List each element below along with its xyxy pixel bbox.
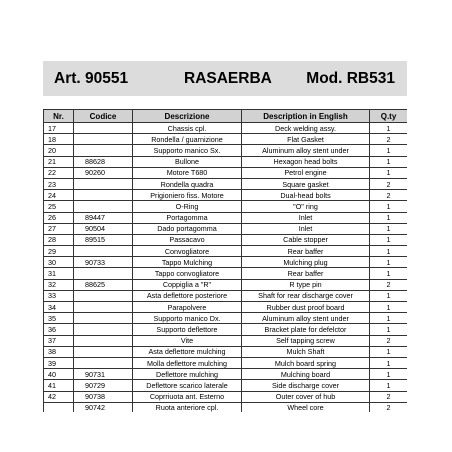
part-quantity: 1 [370, 257, 408, 268]
part-description: Deflettore mulching [133, 369, 242, 380]
part-description: Rondella quadra [133, 178, 242, 189]
part-code [74, 134, 133, 145]
table-row [44, 201, 408, 212]
part-description-english: Dual-head bolts [242, 190, 370, 201]
table-row [44, 190, 408, 201]
part-description-english: Inlet [242, 223, 370, 234]
part-quantity: 1 [370, 167, 408, 178]
row-number: 28 [44, 234, 74, 245]
part-quantity: 1 [370, 145, 408, 156]
part-description-english: Mulching plug [242, 257, 370, 268]
row-number: 35 [44, 313, 74, 324]
row-number: 17 [44, 123, 74, 134]
table-row [44, 290, 408, 301]
part-quantity: 1 [370, 234, 408, 245]
row-number: 21 [44, 156, 74, 167]
row-number: 36 [44, 324, 74, 335]
table-row [44, 178, 408, 189]
row-number: 42 [44, 391, 74, 402]
table-row [44, 268, 408, 279]
part-description-english: Square gasket [242, 178, 370, 189]
part-description-english: Deck welding assy. [242, 123, 370, 134]
row-number: 26 [44, 212, 74, 223]
part-description: Ruota anteriore cpl. [133, 402, 242, 412]
part-description: Chassis cpl. [133, 123, 242, 134]
part-description: Tappo convogliatore [133, 268, 242, 279]
part-code: 90504 [74, 223, 133, 234]
part-quantity: 1 [370, 313, 408, 324]
part-description: Motore T680 [133, 167, 242, 178]
row-number: 30 [44, 257, 74, 268]
part-code [74, 178, 133, 189]
part-description-english: Rear baffer [242, 268, 370, 279]
table-row [44, 402, 408, 412]
table-row [44, 279, 408, 290]
part-description: Asta deflettore mulching [133, 346, 242, 357]
part-description-english: "O" ring [242, 201, 370, 212]
table-row [44, 257, 408, 268]
column-header-nr: Nr. [44, 110, 74, 123]
row-number: 38 [44, 346, 74, 357]
row-number: 23 [44, 178, 74, 189]
article-number: Art. 90551 [54, 70, 129, 87]
part-code: 89515 [74, 234, 133, 245]
table-row [44, 212, 408, 223]
row-number: 32 [44, 279, 74, 290]
part-code [74, 324, 133, 335]
table-row [44, 223, 408, 234]
table-row [44, 380, 408, 391]
part-quantity: 1 [370, 268, 408, 279]
part-description-english: Inlet [242, 212, 370, 223]
part-quantity: 2 [370, 335, 408, 346]
part-description: O-Ring [133, 201, 242, 212]
part-description-english: Self tapping screw [242, 335, 370, 346]
part-quantity: 1 [370, 223, 408, 234]
row-number [44, 402, 74, 412]
table-row [44, 134, 408, 145]
part-code: 88628 [74, 156, 133, 167]
part-code [74, 290, 133, 301]
part-code [74, 201, 133, 212]
row-number: 20 [44, 145, 74, 156]
part-description-english: Outer cover of hub [242, 391, 370, 402]
part-description-english: Bracket plate for defelctor [242, 324, 370, 335]
row-number: 29 [44, 246, 74, 257]
row-number: 31 [44, 268, 74, 279]
part-quantity: 1 [370, 290, 408, 301]
row-number: 24 [44, 190, 74, 201]
part-description-english: R type pin [242, 279, 370, 290]
part-description: Asta deflettore posteriore [133, 290, 242, 301]
product-header [43, 61, 407, 96]
part-quantity: 2 [370, 402, 408, 412]
row-number: 25 [44, 201, 74, 212]
part-description-english: Hexagon head bolts [242, 156, 370, 167]
part-description: Deflettore scarico laterale [133, 380, 242, 391]
part-description: Coprriuota ant. Esterno [133, 391, 242, 402]
table-header-row [44, 110, 408, 123]
part-code: 90733 [74, 257, 133, 268]
part-description-english: Wheel core [242, 402, 370, 412]
part-description: Supporto manico Sx. [133, 145, 242, 156]
part-quantity: 1 [370, 357, 408, 368]
part-description-english: Side discharge cover [242, 380, 370, 391]
table-row [44, 123, 408, 134]
part-description-english: Aluminum alloy stent under [242, 313, 370, 324]
part-description-english: Petrol engine [242, 167, 370, 178]
table-row [44, 369, 408, 380]
part-code: 90729 [74, 380, 133, 391]
table-row [44, 302, 408, 313]
part-description: Molla deflettore mulching [133, 357, 242, 368]
part-description: Supporto manico Dx. [133, 313, 242, 324]
part-quantity: 1 [370, 156, 408, 167]
table-row [44, 145, 408, 156]
column-header-description-english: Description in English [242, 110, 370, 123]
part-description: Convogliatore [133, 246, 242, 257]
part-description: Passacavo [133, 234, 242, 245]
row-number: 18 [44, 134, 74, 145]
part-description: Rondella / guarnizione [133, 134, 242, 145]
part-quantity: 2 [370, 190, 408, 201]
part-code: 90260 [74, 167, 133, 178]
part-quantity: 1 [370, 324, 408, 335]
part-description: Dado portagomma [133, 223, 242, 234]
table-row [44, 324, 408, 335]
model-number: Mod. RB531 [306, 70, 395, 87]
table-row [44, 167, 408, 178]
product-name: RASAERBA [184, 70, 272, 87]
part-description: Tappo Mulching [133, 257, 242, 268]
table-row [44, 357, 408, 368]
part-quantity: 1 [370, 246, 408, 257]
table-row [44, 246, 408, 257]
part-description: Portagomma [133, 212, 242, 223]
part-quantity: 2 [370, 134, 408, 145]
part-description-english: Aluminum alloy stent under [242, 145, 370, 156]
row-number: 40 [44, 369, 74, 380]
part-code [74, 346, 133, 357]
part-code [74, 313, 133, 324]
part-quantity: 1 [370, 369, 408, 380]
table-row [44, 346, 408, 357]
row-number: 22 [44, 167, 74, 178]
part-description-english: Rubber dust proof board [242, 302, 370, 313]
part-code [74, 357, 133, 368]
part-code: 88625 [74, 279, 133, 290]
part-description-english: Mulching board [242, 369, 370, 380]
parts-table [43, 109, 407, 412]
part-quantity: 2 [370, 391, 408, 402]
part-quantity: 1 [370, 201, 408, 212]
table-row [44, 313, 408, 324]
parts-table-container [43, 109, 407, 412]
part-description-english: Cable stopper [242, 234, 370, 245]
part-description: Parapolvere [133, 302, 242, 313]
part-quantity: 2 [370, 279, 408, 290]
column-header-quantity: Q.ty [370, 110, 408, 123]
part-quantity: 1 [370, 302, 408, 313]
part-description: Prigioniero fiss. Motore [133, 190, 242, 201]
part-description-english: Mulch Shaft [242, 346, 370, 357]
part-code: 89447 [74, 212, 133, 223]
row-number: 37 [44, 335, 74, 346]
part-description: Coppiglia a "R" [133, 279, 242, 290]
row-number: 39 [44, 357, 74, 368]
part-description-english: Rear baffer [242, 246, 370, 257]
part-quantity: 1 [370, 212, 408, 223]
part-code [74, 246, 133, 257]
part-code [74, 335, 133, 346]
column-header-code: Codice [74, 110, 133, 123]
table-row [44, 335, 408, 346]
table-row [44, 156, 408, 167]
part-code [74, 123, 133, 134]
part-code [74, 268, 133, 279]
part-code: 90738 [74, 391, 133, 402]
row-number: 34 [44, 302, 74, 313]
part-description-english: Flat Gasket [242, 134, 370, 145]
row-number: 33 [44, 290, 74, 301]
part-quantity: 1 [370, 346, 408, 357]
part-description: Vite [133, 335, 242, 346]
row-number: 41 [44, 380, 74, 391]
part-quantity: 2 [370, 178, 408, 189]
part-code: 90731 [74, 369, 133, 380]
part-quantity: 1 [370, 123, 408, 134]
part-code: 90742 [74, 402, 133, 412]
row-number: 27 [44, 223, 74, 234]
table-row [44, 234, 408, 245]
column-header-description: Descrizione [133, 110, 242, 123]
part-description: Supporto deflettore [133, 324, 242, 335]
part-code [74, 302, 133, 313]
part-code [74, 145, 133, 156]
table-row [44, 391, 408, 402]
part-code [74, 190, 133, 201]
part-description-english: Shaft for rear discharge cover [242, 290, 370, 301]
part-description: Bullone [133, 156, 242, 167]
part-quantity: 1 [370, 380, 408, 391]
part-description-english: Mulch board spring [242, 357, 370, 368]
